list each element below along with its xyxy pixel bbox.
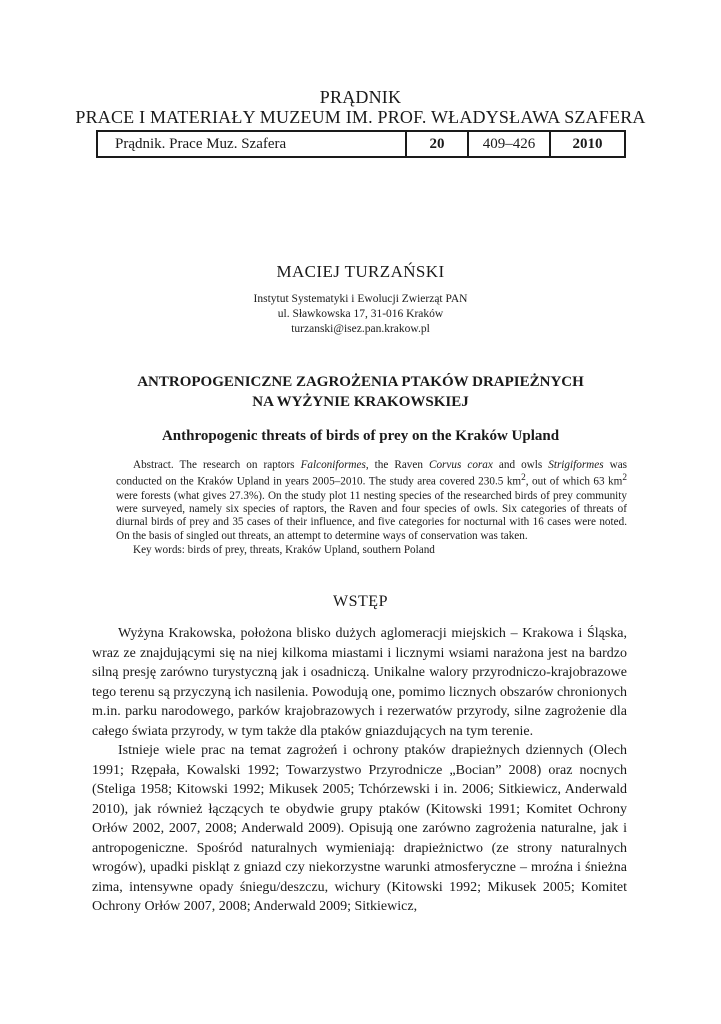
citation-journal-name: Prądnik. Prace Muz. Szafera	[115, 135, 287, 152]
citation-volume: 20	[405, 132, 467, 156]
author-institute: Instytut Systematyki i Ewolucji Zwierząt PAN	[253, 293, 468, 305]
author-name: MACIEJ TURZAŃSKI	[276, 262, 445, 281]
keywords: Key words: birds of prey, threats, Kraków Upland, southern Poland	[133, 544, 435, 557]
citation-pages: 409–426	[467, 132, 549, 156]
abstract	[116, 459, 627, 558]
paragraph: Istnieje wiele prac na temat zagrożeń i ochrony ptaków drapieżnych dziennych (Olech 1991; Rzępała, Kowalski 1992; Towarzystwo Przyrodnicze „Bocian” 2008) oraz nocnych (Steliga 1958; Kitowski 1992; Mikusek 2005; Tchórzewski i in. 2006; Sitkiewicz, Anderwald 2010), jak również łączących te obydwie grupy ptaków (Kitowski 1991; Komitet Ochrony Orłów 2002, 2007, 2008; Anderwald 2009). Opisują one zarówno zagrożenia naturalne, jak i antropogeniczne. Spośród naturalnych wymieniają: drapieżnictwo (ze strony naturalnych wrogów), upadki piskląt z gniazd czy niekorzystne warunki atmosferyczne – mroźna i śnieżna zima, intensywne opady śniegu/deszczu, wichury (Kitowski 1992; Mikusek 2005; Komitet Ochrony Orłów 2007, 2008; Anderwald 2009; Sitkiewicz,	[92, 743, 627, 914]
article-title-polish-line1: ANTROPOGENICZNE ZAGROŻENIA PTAKÓW DRAPIEŻNYCH	[137, 374, 584, 390]
citation-year: 2010	[549, 132, 624, 156]
article-title-english: Anthropogenic threats of birds of prey on the Kraków Upland	[161, 428, 560, 444]
journal-subtitle: PRACE I MATERIAŁY MUZEUM IM. PROF. WŁADYSŁAWA SZAFERA	[75, 107, 646, 127]
section-heading: WSTĘP	[333, 593, 388, 610]
paragraph: Wyżyna Krakowska, położona blisko dużych aglomeracji miejskich – Krakowa i Śląska, wraz ze znajdującymi się na niej kilkoma miastami i licznymi wsiami narażona jest na bardzo silną presję zarówno turystyczną jak i osadniczą. Unikalne walory przyrodniczo-krajobrazowe tego terenu są przyczyną ich nasilenia. Powodują one, pomimo licznych obszarów chronionych m.in. parku narodowego, parków krajobrazowych i rezerwatów przyrody, silne zagrożenie dla całego świata przyrody, w tym także dla ptaków gniazdujących na tym terenie.	[92, 626, 627, 739]
author-email: turzanski@isez.pan.krakow.pl	[291, 323, 430, 335]
body-text	[92, 624, 627, 917]
author-address: ul. Sławkowska 17, 31-016 Kraków	[277, 308, 444, 320]
citation-table	[96, 130, 626, 158]
article-title-polish-line2: NA WYŻYNIE KRAKOWSKIEJ	[252, 394, 469, 410]
abstract-text: Abstract. The research on raptors Falconiformes, the Raven Corvus corax and owls Strigiformes was conducted on the Kraków Upland in years 2005–2010. The study area covered 230.5 $km^2$, out of which 63 $km^2$ were forests (what gives 27.3%). On the study plot 11 nesting species of the researched birds of prey community were surveyed, namely six species of raptors, the Raven and four species of owls. Six categories of threats of diurnal birds of prey and 35 cases of their influence, and five categories for nocturnal with 16 cases were noted. On the basis of singled out threats, an attempt to determine ways of conservation was taken.	[116, 459, 628, 542]
journal-title: PRĄDNIK	[319, 87, 402, 107]
